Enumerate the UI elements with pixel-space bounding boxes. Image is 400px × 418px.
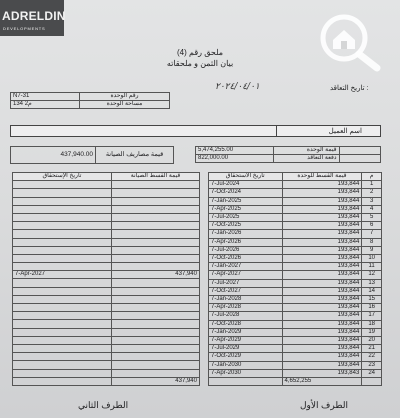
installment-number: 21 xyxy=(362,345,382,353)
table-row xyxy=(209,255,382,263)
table-row xyxy=(209,263,382,271)
table-row xyxy=(11,101,170,109)
installments-total-blank xyxy=(209,378,283,386)
table-row xyxy=(209,312,382,320)
installment-value: 193,844 xyxy=(282,197,362,205)
table-row xyxy=(209,214,382,222)
installment-value: 193,844 xyxy=(282,246,362,254)
installment-value: 193,844 xyxy=(282,238,362,246)
maintenance-value xyxy=(112,238,200,246)
installment-number: 2 xyxy=(362,189,382,197)
installment-due-date: 7-Apr-2025 xyxy=(209,205,283,213)
installment-due-date: 7-Jan-2030 xyxy=(209,361,283,369)
installment-due-date: 7-Oct-2027 xyxy=(209,287,283,295)
installment-value: 193,844 xyxy=(282,337,362,345)
down-payment-label: دفعة التعاقد xyxy=(273,155,339,163)
table-row xyxy=(209,353,382,361)
table-row xyxy=(13,361,200,369)
installment-due-date: 7-Apr-2029 xyxy=(209,337,283,345)
table-row xyxy=(209,189,382,197)
header-number: م xyxy=(362,173,382,181)
table-row xyxy=(209,181,382,189)
table-row xyxy=(13,238,200,246)
logo-subtitle: DEVELOPMENTS xyxy=(3,26,46,31)
installment-number: 6 xyxy=(362,222,382,230)
down-payment-amount: 822,000.00 xyxy=(196,155,274,163)
maintenance-due-date xyxy=(13,304,112,312)
installment-value: 193,844 xyxy=(282,230,362,238)
installment-number: 4 xyxy=(362,205,382,213)
table-row xyxy=(209,197,382,205)
table-row xyxy=(13,369,200,377)
installment-value: 193,844 xyxy=(282,312,362,320)
table-row xyxy=(196,155,381,163)
maintenance-value xyxy=(112,304,200,312)
maintenance-value xyxy=(112,246,200,254)
maintenance-due-date xyxy=(13,320,112,328)
maintenance-total: 437,940 xyxy=(112,377,200,385)
installment-value: 193,844 xyxy=(282,214,362,222)
installment-number: 9 xyxy=(362,246,382,254)
maintenance-cost-value: 437,940.00 xyxy=(11,147,96,164)
table-row xyxy=(13,197,200,205)
maintenance-due-date xyxy=(13,197,112,205)
installment-number: 16 xyxy=(362,304,382,312)
home-magnifier-icon xyxy=(314,12,382,72)
installment-due-date: 7-Jan-2025 xyxy=(209,197,283,205)
company-logo xyxy=(0,0,64,36)
table-row xyxy=(13,353,200,361)
maintenance-value xyxy=(112,312,200,320)
maintenance-due-date xyxy=(13,238,112,246)
maintenance-value xyxy=(112,287,200,295)
unit-info-table xyxy=(10,92,170,109)
maintenance-due-date xyxy=(13,254,112,262)
installment-due-date: 7-Jan-2028 xyxy=(209,296,283,304)
installment-value: 193,844 xyxy=(282,222,362,230)
second-party-signature-label: الطرف الثاني xyxy=(78,400,129,410)
maintenance-value xyxy=(112,254,200,262)
maintenance-due-date xyxy=(13,213,112,221)
installment-number: 18 xyxy=(362,320,382,328)
installment-number: 11 xyxy=(362,263,382,271)
client-label: اسم العميل xyxy=(328,128,362,135)
maintenance-value xyxy=(112,205,200,213)
installment-due-date: 7-Apr-2028 xyxy=(209,304,283,312)
maintenance-due-date xyxy=(13,336,112,344)
unit-area-value: 134 م2 xyxy=(11,101,80,109)
installments-total: 4,652,255 xyxy=(282,378,362,386)
table-row xyxy=(13,222,200,230)
table-row xyxy=(13,263,200,271)
installment-due-date: 7-Oct-2028 xyxy=(209,320,283,328)
table-row xyxy=(13,189,200,197)
maintenance-total-blank xyxy=(13,377,112,385)
installment-value: 193,844 xyxy=(282,320,362,328)
maintenance-due-date xyxy=(13,361,112,369)
installments-total-row xyxy=(209,378,382,386)
table-row xyxy=(13,344,200,352)
installment-number: 5 xyxy=(362,214,382,222)
header-due-date: تاريخ الاستحقاق xyxy=(209,173,283,181)
maintenance-installments-table xyxy=(12,172,200,386)
maintenance-due-date xyxy=(13,353,112,361)
table-row xyxy=(13,254,200,262)
table-row xyxy=(209,337,382,345)
installment-due-date: 7-Oct-2025 xyxy=(209,222,283,230)
installment-number: 3 xyxy=(362,197,382,205)
unit-value-amount: 5,474,255.00 xyxy=(196,147,274,155)
installment-value: 193,844 xyxy=(282,345,362,353)
table-row xyxy=(13,230,200,238)
first-party-signature-label: الطرف الأول xyxy=(300,400,348,410)
maintenance-cost-label: قيمة مصاريف الصيانة xyxy=(96,147,174,164)
installments-total-blank xyxy=(362,378,382,386)
unit-number-label: رقم الوحدة xyxy=(80,93,170,101)
installment-value: 193,844 xyxy=(282,205,362,213)
installment-number: 1 xyxy=(362,181,382,189)
installments-table xyxy=(208,172,382,386)
maintenance-value xyxy=(112,361,200,369)
maintenance-total-row xyxy=(13,377,200,385)
annex-subtitle: بيان الثمن و ملحقاته xyxy=(166,59,234,68)
installment-due-date: 7-Oct-2024 xyxy=(209,189,283,197)
unit-value-label: قيمة الوحدة xyxy=(273,147,339,155)
table-row xyxy=(209,296,382,304)
table-row xyxy=(209,345,382,353)
table-row xyxy=(13,205,200,213)
installment-due-date: 7-Jul-2028 xyxy=(209,312,283,320)
installment-value: 193,844 xyxy=(282,361,362,369)
installment-value: 193,843 xyxy=(282,369,362,377)
maintenance-due-date xyxy=(13,181,112,189)
installment-value: 193,844 xyxy=(282,255,362,263)
installment-number: 23 xyxy=(362,361,382,369)
table-row xyxy=(13,246,200,254)
annex-title: ملحق رقم (4) xyxy=(176,48,223,57)
table-row xyxy=(209,369,382,377)
maintenance-value xyxy=(112,213,200,221)
maintenance-value xyxy=(112,353,200,361)
header-maintenance-due-date: تاريخ الإستحقاق xyxy=(13,173,112,181)
installment-number: 12 xyxy=(362,271,382,279)
contract-date-label: تاريخ التعاقد : xyxy=(330,85,369,92)
installment-number: 8 xyxy=(362,238,382,246)
installment-due-date: 7-Apr-2026 xyxy=(209,238,283,246)
maintenance-due-date xyxy=(13,279,112,287)
installment-number: 13 xyxy=(362,279,382,287)
installment-value: 193,844 xyxy=(282,353,362,361)
installment-due-date: 7-Apr-2027 xyxy=(209,271,283,279)
installment-number: 20 xyxy=(362,337,382,345)
maintenance-value: 437,940 xyxy=(112,271,200,279)
installment-due-date: 7-Jul-2024 xyxy=(209,181,283,189)
table-row xyxy=(209,304,382,312)
maintenance-due-date: 7-Apr-2027 xyxy=(13,271,112,279)
table-row xyxy=(13,328,200,336)
maintenance-value xyxy=(112,197,200,205)
installment-due-date: 7-Oct-2026 xyxy=(209,255,283,263)
maintenance-value xyxy=(112,222,200,230)
table-row xyxy=(11,93,170,101)
table-row xyxy=(209,271,382,279)
table-row xyxy=(13,312,200,320)
maintenance-value xyxy=(112,181,200,189)
installment-value: 193,844 xyxy=(282,296,362,304)
installment-value: 193,844 xyxy=(282,304,362,312)
table-header-row xyxy=(209,173,382,181)
maintenance-due-date xyxy=(13,189,112,197)
maintenance-due-date xyxy=(13,344,112,352)
maintenance-value xyxy=(112,295,200,303)
installment-due-date: 7-Oct-2029 xyxy=(209,353,283,361)
installment-due-date: 7-Jan-2027 xyxy=(209,263,283,271)
maintenance-due-date xyxy=(13,205,112,213)
table-row xyxy=(13,279,200,287)
unit-number-value: N7-31 xyxy=(11,93,80,101)
maintenance-value xyxy=(112,230,200,238)
table-row xyxy=(13,271,200,279)
table-header-row xyxy=(13,173,200,181)
maintenance-due-date xyxy=(13,312,112,320)
installment-due-date: 7-Jul-2029 xyxy=(209,345,283,353)
table-row xyxy=(13,304,200,312)
maintenance-value xyxy=(112,328,200,336)
installment-number: 24 xyxy=(362,369,382,377)
installment-value: 193,844 xyxy=(282,263,362,271)
table-row xyxy=(13,287,200,295)
maintenance-due-date xyxy=(13,287,112,295)
maintenance-due-date xyxy=(13,230,112,238)
installment-number: 15 xyxy=(362,296,382,304)
maintenance-value xyxy=(112,344,200,352)
table-row xyxy=(209,361,382,369)
maintenance-value xyxy=(112,263,200,271)
maintenance-value xyxy=(112,369,200,377)
maintenance-due-date xyxy=(13,222,112,230)
installment-due-date: 7-Jan-2026 xyxy=(209,230,283,238)
installment-value: 193,844 xyxy=(282,287,362,295)
table-row xyxy=(13,295,200,303)
table-row xyxy=(209,320,382,328)
installment-number: 17 xyxy=(362,312,382,320)
maintenance-value xyxy=(112,320,200,328)
table-row xyxy=(11,147,174,164)
client-name-row xyxy=(10,125,381,137)
installment-number: 19 xyxy=(362,328,382,336)
maintenance-cost-table xyxy=(10,146,174,164)
contract-date-value: ٢٠٢٤/٠٤/٠١ xyxy=(215,82,260,92)
maintenance-due-date xyxy=(13,246,112,254)
installment-due-date: 7-Jul-2027 xyxy=(209,279,283,287)
installment-value: 193,844 xyxy=(282,279,362,287)
table-row xyxy=(13,320,200,328)
table-row xyxy=(13,213,200,221)
installment-due-date: 7-Jul-2025 xyxy=(209,214,283,222)
installment-due-date: 7-Jan-2029 xyxy=(209,328,283,336)
unit-price-table xyxy=(195,146,381,163)
table-row xyxy=(209,222,382,230)
installment-value: 193,844 xyxy=(282,181,362,189)
table-row xyxy=(209,279,382,287)
unit-area-label: مساحة الوحدة xyxy=(80,101,170,109)
table-row xyxy=(209,287,382,295)
maintenance-value xyxy=(112,336,200,344)
installment-number: 22 xyxy=(362,353,382,361)
header-installment-value: قيمة القسط للوحدة xyxy=(282,173,362,181)
table-row xyxy=(13,181,200,189)
table-row xyxy=(13,336,200,344)
logo-name: ADRELDIN xyxy=(2,9,66,23)
table-row xyxy=(209,238,382,246)
header-maintenance-value: قيمة القسط الصيانة xyxy=(112,173,200,181)
installment-number: 10 xyxy=(362,255,382,263)
maintenance-due-date xyxy=(13,295,112,303)
installment-due-date: 7-Jul-2026 xyxy=(209,246,283,254)
table-row xyxy=(209,230,382,238)
installment-value: 193,844 xyxy=(282,328,362,336)
installment-number: 7 xyxy=(362,230,382,238)
table-row xyxy=(196,147,381,155)
maintenance-value xyxy=(112,189,200,197)
installment-value: 193,844 xyxy=(282,271,362,279)
maintenance-due-date xyxy=(13,328,112,336)
table-row xyxy=(209,246,382,254)
installment-value: 193,844 xyxy=(282,189,362,197)
table-row xyxy=(209,205,382,213)
maintenance-due-date xyxy=(13,263,112,271)
maintenance-value xyxy=(112,279,200,287)
table-row xyxy=(209,328,382,336)
installment-number: 14 xyxy=(362,287,382,295)
installment-due-date: 7-Apr-2030 xyxy=(209,369,283,377)
maintenance-due-date xyxy=(13,369,112,377)
